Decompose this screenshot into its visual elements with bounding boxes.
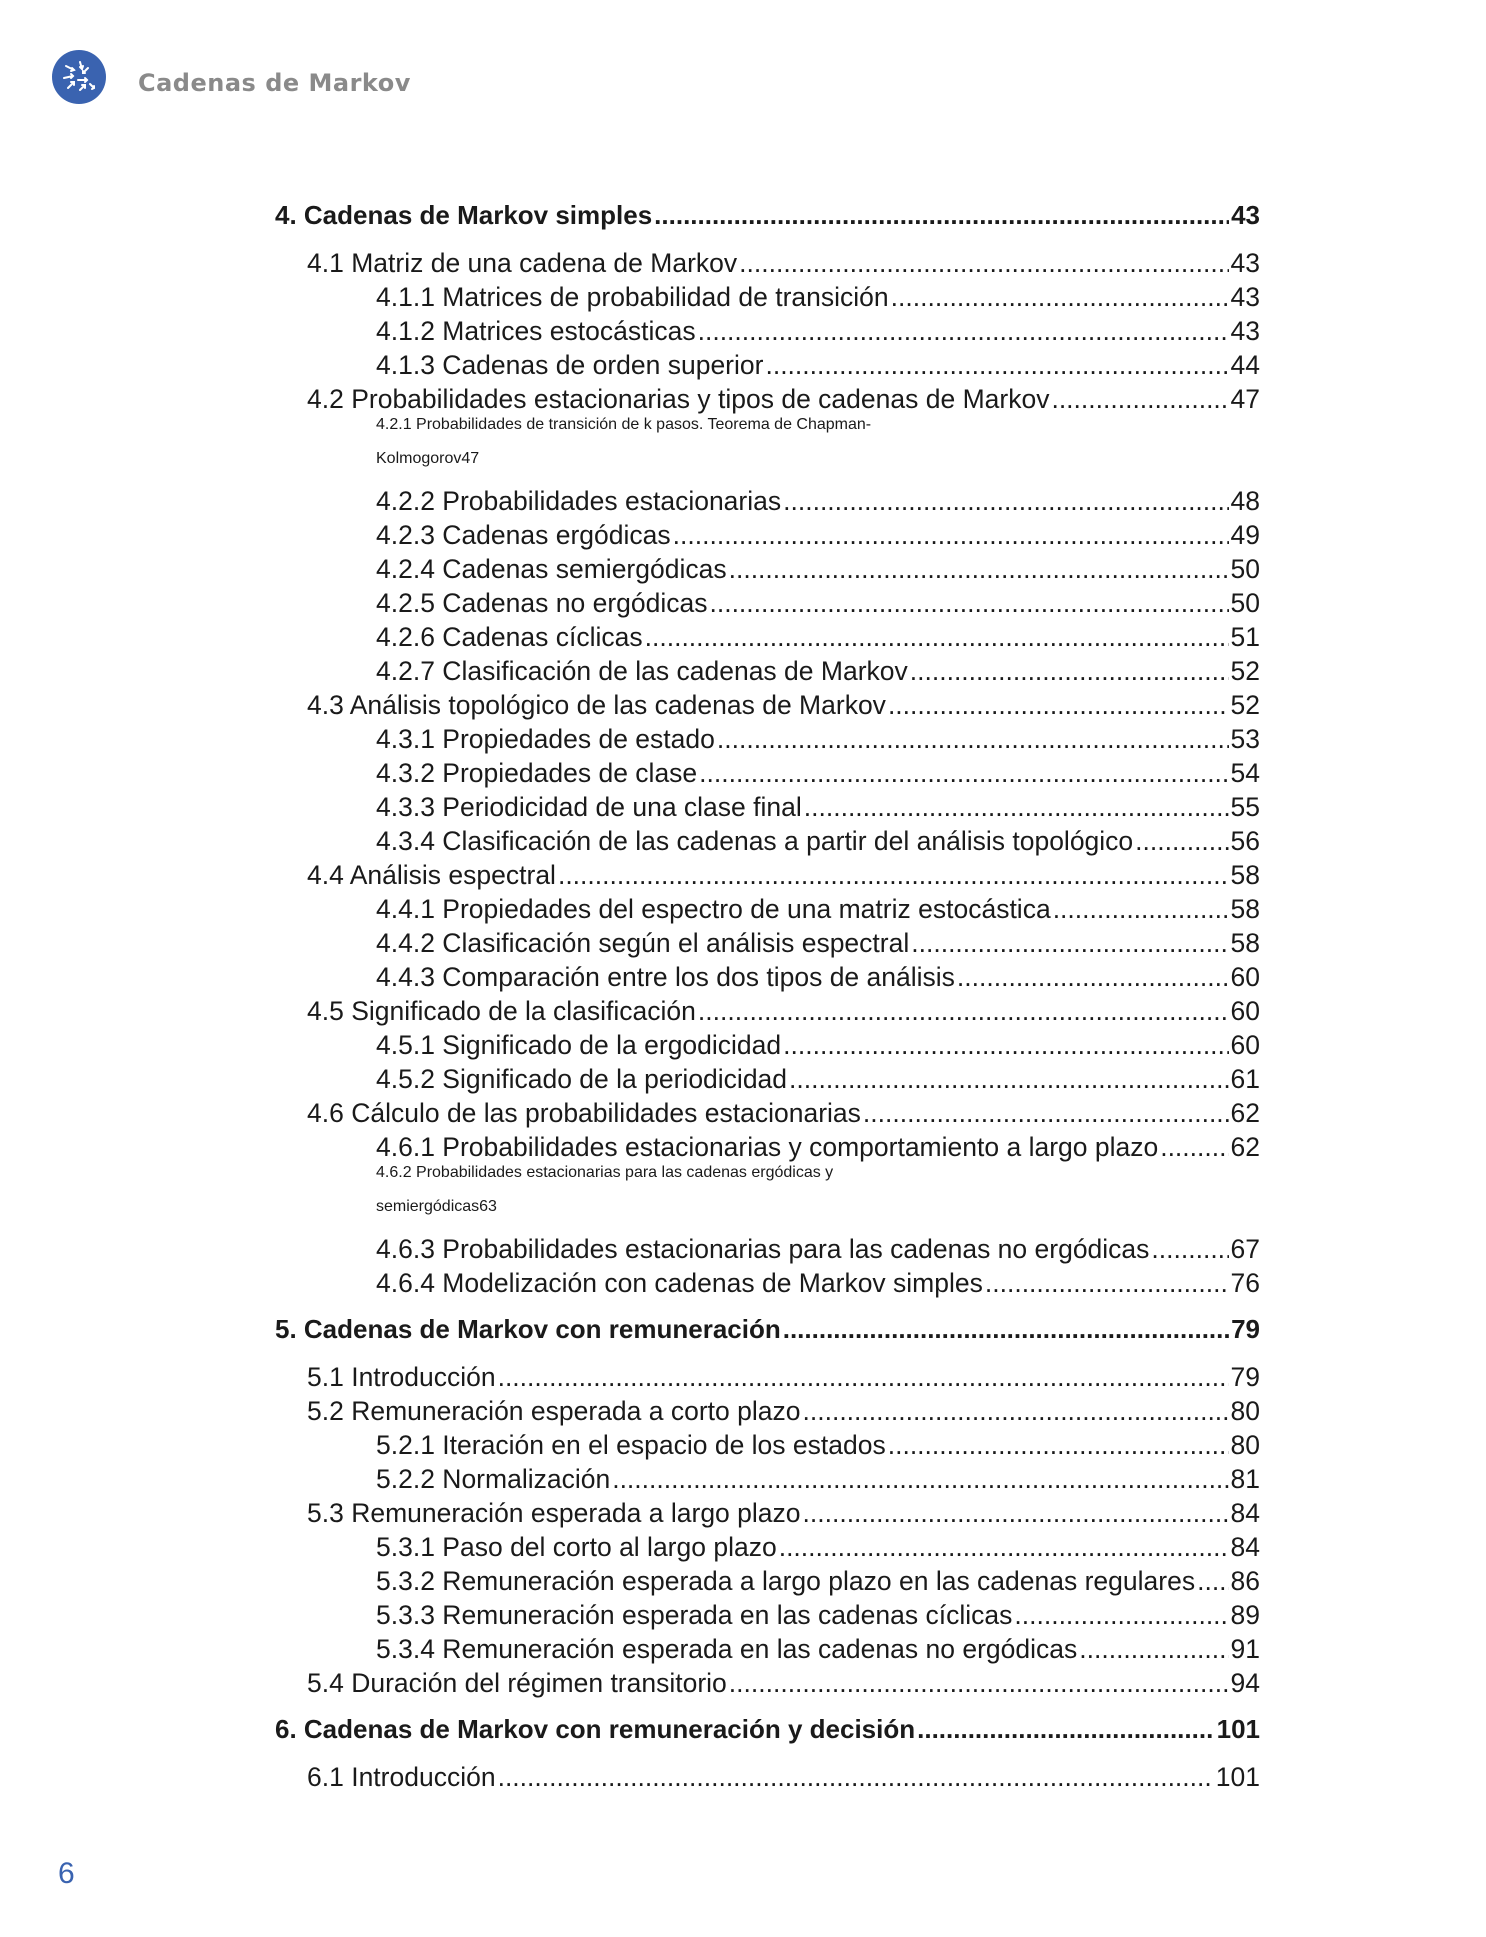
toc-leader-dots (783, 1028, 1228, 1062)
toc-entry-page: 58 (1230, 928, 1260, 958)
toc-subsection[interactable] (275, 348, 1260, 382)
toc-chapter[interactable] (275, 198, 1260, 232)
toc-entry-page: 91 (1230, 1634, 1260, 1664)
toc-leader-dots (654, 198, 1229, 232)
toc-leader-dots (911, 926, 1228, 960)
toc-leader-dots (699, 756, 1228, 790)
toc-subsection[interactable] (275, 314, 1260, 348)
toc-leader-dots (645, 620, 1229, 654)
toc-leader-dots (729, 1666, 1229, 1700)
toc-entry-page: 58 (1230, 894, 1260, 924)
toc-chapter[interactable] (275, 1312, 1260, 1346)
toc-entry-page: 50 (1230, 588, 1260, 618)
toc-leader-dots (783, 484, 1228, 518)
toc-subsection[interactable] (275, 1130, 1260, 1164)
toc-leader-dots (1014, 1598, 1228, 1632)
toc-subsection[interactable] (275, 1530, 1260, 1564)
toc-entry-page: 101 (1216, 1714, 1260, 1744)
toc-subsection[interactable] (275, 518, 1260, 552)
toc-entry-label: 4.2.2 Probabilidades estacionarias (376, 486, 782, 516)
toc-entry-label: 5.2.1 Iteración en el espacio de los estados (376, 1430, 886, 1460)
toc-subsection[interactable] (275, 790, 1260, 824)
toc-entry-label: 5.4 Duración del régimen transitorio (307, 1668, 727, 1698)
toc-entry[interactable] (275, 416, 1260, 484)
toc-subsection[interactable] (275, 1462, 1260, 1496)
toc-entry-label: 4.6 Cálculo de las probabilidades estacionarias (307, 1098, 861, 1128)
toc-section[interactable] (275, 382, 1260, 416)
toc-entry-page: 52 (1230, 690, 1260, 720)
toc-leader-dots (985, 1266, 1229, 1300)
toc-entry-page: 54 (1230, 758, 1260, 788)
toc-section[interactable] (275, 994, 1260, 1028)
toc-entry-label: 4.5.1 Significado de la ergodicidad (376, 1030, 782, 1060)
toc-leader-dots (717, 722, 1229, 756)
toc-section[interactable] (275, 1360, 1260, 1394)
toc-subsection[interactable] (275, 620, 1260, 654)
toc-entry-label: 4.3.2 Propiedades de clase (376, 758, 698, 788)
toc-entry-label: 5.2.2 Normalización (376, 1464, 611, 1494)
toc-section[interactable] (275, 688, 1260, 722)
toc-entry-page: 81 (1230, 1464, 1260, 1494)
toc-entry-label: 4.6.2 Probabilidades estacionarias para las cadenas ergódicas y (376, 1164, 834, 1181)
toc-entry-label: 4.2.4 Cadenas semiergódicas (376, 554, 727, 584)
toc-leader-dots (803, 1394, 1229, 1428)
toc-entry-label: 5.3.3 Remuneración esperada en las cadenas cíclicas (376, 1600, 1013, 1630)
toc-subsection[interactable] (275, 1232, 1260, 1266)
toc-entry-label: 4.2.6 Cadenas cíclicas (376, 622, 643, 652)
page-header (52, 48, 411, 106)
toc-entry-page: 61 (1230, 1064, 1260, 1094)
toc-leader-dots (739, 246, 1228, 280)
toc-entry-label: 4.4.3 Comparación entre los dos tipos de análisis (376, 962, 955, 992)
toc-subsection[interactable] (275, 1564, 1260, 1598)
toc-subsection[interactable] (275, 756, 1260, 790)
toc-entry-page: 63 (479, 1198, 497, 1215)
toc-subsection[interactable] (275, 1028, 1260, 1062)
markov-logo-icon (52, 50, 106, 104)
toc-entry-page: 84 (1230, 1498, 1260, 1528)
toc-leader-dots (888, 688, 1229, 722)
toc-entry-label: 4.3 Análisis topológico de las cadenas de Markov (307, 690, 886, 720)
toc-leader-dots (1151, 1232, 1228, 1266)
toc-leader-dots (779, 1530, 1229, 1564)
toc-entry-label: 4.6.3 Probabilidades estacionarias para las cadenas no ergódicas (376, 1234, 1150, 1264)
toc-subsection[interactable] (275, 824, 1260, 858)
toc-subsection[interactable] (275, 1598, 1260, 1632)
toc-entry-label: 4.1.2 Matrices estocásticas (376, 316, 696, 346)
toc-entry-label: 4.4 Análisis espectral (307, 860, 556, 890)
toc-entry-page: 43 (1230, 316, 1260, 346)
toc-entry-page: 52 (1230, 656, 1260, 686)
toc-entry-label: 4.3.1 Propiedades de estado (376, 724, 715, 754)
toc-leader-dots (1053, 892, 1229, 926)
toc-subsection[interactable] (275, 1632, 1260, 1666)
toc-entry-page: 47 (1230, 384, 1260, 414)
toc-entry-page: 43 (1230, 248, 1260, 278)
toc-entry-label: 4.1.3 Cadenas de orden superior (376, 350, 764, 380)
toc-chapter[interactable] (275, 1712, 1260, 1746)
toc-leader-dots (804, 790, 1229, 824)
toc-section[interactable] (275, 246, 1260, 280)
toc-entry-label: 4.2 Probabilidades estacionarias y tipos de cadenas de Markov (307, 384, 1050, 414)
toc-entry-label: 4.1.1 Matrices de probabilidad de transición (376, 282, 889, 312)
toc-entry-label: 6.1 Introducción (307, 1762, 496, 1792)
toc-entry-label: 5.2 Remuneración esperada a corto plazo (307, 1396, 801, 1426)
toc-subsection[interactable] (275, 1428, 1260, 1462)
toc-entry-label: 4.3.3 Periodicidad de una clase final (376, 792, 802, 822)
toc-leader-dots (698, 314, 1229, 348)
toc-leader-dots (917, 1712, 1214, 1746)
toc-leader-dots (498, 1360, 1229, 1394)
toc-entry-label: 4.6.4 Modelización con cadenas de Markov simples (376, 1268, 983, 1298)
toc-entry-label: 4.6.1 Probabilidades estacionarias y comportamiento a largo plazo (376, 1132, 1159, 1162)
toc-subsection[interactable] (275, 892, 1260, 926)
toc-leader-dots (729, 552, 1229, 586)
toc-entry-page: 80 (1230, 1396, 1260, 1426)
toc-leader-dots (1197, 1564, 1228, 1598)
toc-entry-label: 4.1 Matriz de una cadena de Markov (307, 248, 738, 278)
page-number: 6 (58, 1857, 75, 1890)
toc-entry-continuation (376, 450, 1260, 484)
toc-section[interactable] (275, 1666, 1260, 1700)
toc-entry-page: 60 (1230, 996, 1260, 1026)
toc-entry-label-cont: semiergódicas (376, 1198, 480, 1215)
toc-entry-label: 4.2.1 Probabilidades de transición de k pasos. Teorema de Chapman- (376, 416, 872, 433)
toc-subsection[interactable] (275, 960, 1260, 994)
toc-leader-dots (1160, 1130, 1228, 1164)
toc-leader-dots (891, 280, 1229, 314)
toc-leader-dots (803, 1496, 1229, 1530)
toc-section[interactable] (275, 1760, 1260, 1794)
toc-entry-page: 60 (1230, 962, 1260, 992)
header-title: Cadenas de Markov (138, 69, 411, 97)
toc-entry-page: 94 (1230, 1668, 1260, 1698)
toc-entry-page: 76 (1230, 1268, 1260, 1298)
toc-entry-label: 5. Cadenas de Markov con remuneración (275, 1314, 781, 1344)
toc-leader-dots (765, 348, 1228, 382)
toc-entry-label: 4.2.7 Clasificación de las cadenas de Markov (376, 656, 908, 686)
toc-entry-label: 4.2.5 Cadenas no ergódicas (376, 588, 708, 618)
toc-leader-dots (1135, 824, 1228, 858)
toc-entry-label: 4.3.4 Clasificación de las cadenas a partir del análisis topológico (376, 826, 1134, 856)
toc-entry-page: 43 (1231, 200, 1260, 230)
toc-subsection[interactable] (275, 1062, 1260, 1096)
toc-leader-dots (558, 858, 1229, 892)
toc-subsection[interactable] (275, 722, 1260, 756)
toc-entry[interactable] (275, 1164, 1260, 1232)
toc-entry-page: 80 (1230, 1430, 1260, 1460)
toc-subsection[interactable] (275, 552, 1260, 586)
toc-entry-label-cont: Kolmogorov (376, 450, 462, 467)
toc-entry-label: 4.5.2 Significado de la periodicidad (376, 1064, 788, 1094)
toc-section[interactable] (275, 1096, 1260, 1130)
toc-entry-page: 50 (1230, 554, 1260, 584)
toc-leader-dots (698, 994, 1229, 1028)
toc-entry-page: 79 (1231, 1314, 1260, 1344)
toc-entry-page: 58 (1230, 860, 1260, 890)
toc-subsection[interactable] (275, 280, 1260, 314)
toc-entry-label: 6. Cadenas de Markov con remuneración y decisión (275, 1714, 916, 1744)
toc-entry-page: 44 (1230, 350, 1260, 380)
toc-entry-label: 5.3.1 Paso del corto al largo plazo (376, 1532, 777, 1562)
table-of-contents (275, 198, 1260, 1794)
toc-entry-label: 5.3.4 Remuneración esperada en las cadenas no ergódicas (376, 1634, 1078, 1664)
toc-entry-continuation (376, 1198, 1260, 1232)
toc-entry-page: 62 (1230, 1098, 1260, 1128)
toc-subsection[interactable] (275, 586, 1260, 620)
toc-leader-dots (863, 1096, 1229, 1130)
toc-leader-dots (498, 1760, 1214, 1794)
toc-entry-page: 79 (1230, 1362, 1260, 1392)
toc-entry-page: 55 (1230, 792, 1260, 822)
toc-leader-dots (1079, 1632, 1228, 1666)
toc-leader-dots (910, 654, 1229, 688)
toc-section[interactable] (275, 1496, 1260, 1530)
toc-entry-page: 62 (1230, 1132, 1260, 1162)
toc-entry-page: 51 (1230, 622, 1260, 652)
toc-leader-dots (673, 518, 1229, 552)
toc-section[interactable] (275, 1394, 1260, 1428)
toc-section[interactable] (275, 858, 1260, 892)
toc-entry-page: 101 (1215, 1762, 1260, 1792)
toc-entry-page: 48 (1230, 486, 1260, 516)
toc-subsection[interactable] (275, 654, 1260, 688)
toc-entry-label: 5.1 Introducción (307, 1362, 496, 1392)
toc-leader-dots (957, 960, 1229, 994)
toc-entry-page: 53 (1230, 724, 1260, 754)
toc-entry-label: 4.4.2 Clasificación según el análisis espectral (376, 928, 910, 958)
toc-entry-label: 4.4.1 Propiedades del espectro de una matriz estocástica (376, 894, 1051, 924)
toc-subsection[interactable] (275, 1266, 1260, 1300)
toc-subsection[interactable] (275, 926, 1260, 960)
toc-leader-dots (709, 586, 1228, 620)
toc-leader-dots (888, 1428, 1229, 1462)
toc-leader-dots (789, 1062, 1228, 1096)
toc-entry-page: 67 (1230, 1234, 1260, 1264)
toc-entry-label: 4. Cadenas de Markov simples (275, 200, 653, 230)
toc-entry-page: 43 (1230, 282, 1260, 312)
toc-leader-dots (783, 1312, 1229, 1346)
toc-subsection[interactable] (275, 484, 1260, 518)
toc-entry-page: 89 (1230, 1600, 1260, 1630)
toc-entry-page: 60 (1230, 1030, 1260, 1060)
toc-leader-dots (1051, 382, 1228, 416)
toc-entry-label: 4.5 Significado de la clasificación (307, 996, 696, 1026)
toc-entry-label: 5.3.2 Remuneración esperada a largo plazo en las cadenas regulares (376, 1566, 1196, 1596)
toc-entry-page: 86 (1230, 1566, 1260, 1596)
toc-entry-label: 5.3 Remuneración esperada a largo plazo (307, 1498, 801, 1528)
toc-entry-page: 84 (1230, 1532, 1260, 1562)
toc-entry-label: 4.2.3 Cadenas ergódicas (376, 520, 671, 550)
toc-entry-page: 56 (1230, 826, 1260, 856)
toc-leader-dots (612, 1462, 1228, 1496)
toc-entry-page: 49 (1230, 520, 1260, 550)
toc-entry-page: 47 (461, 450, 480, 467)
